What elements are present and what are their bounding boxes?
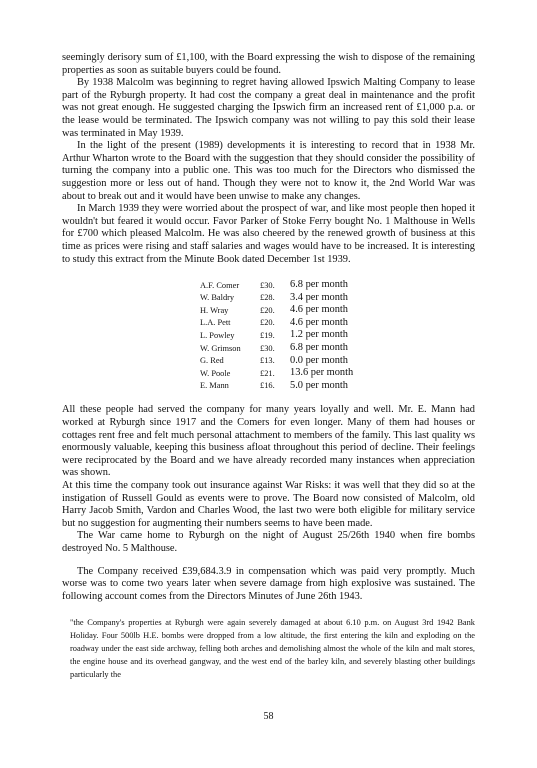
salary-period: 6.8 per month (290, 279, 349, 291)
paragraph-compensation: The Company received £39,684.3.9 in compensation which was paid very promptly. Much worse was to come two years later when severe damage from high explosive was sustained. The following account comes from the Directors Minutes of June 26th 1943. (62, 565, 475, 602)
salary-amount: £13. (260, 356, 275, 366)
salary-name: E. Mann (200, 381, 229, 391)
salary-name: L.A. Pett (200, 318, 231, 328)
salary-period: 3.4 per month (290, 291, 349, 303)
salary-amount: £21. (260, 368, 275, 378)
salary-period: 4.6 per month (290, 316, 349, 328)
salary-name: L. Powley (200, 330, 235, 340)
salary-row (200, 329, 353, 342)
salary-name: W. Baldry (200, 293, 235, 303)
paragraph-fire-bombs: The War came home to Ryburgh on the night of August 25/26th 1940 when fire bombs destroyed No. 5 Malthouse. (62, 530, 475, 554)
salary-period: 0.0 per month (290, 354, 349, 366)
page-number: 58 (263, 711, 274, 722)
salary-amount: £16. (260, 381, 275, 391)
salary-amount: £19. (260, 330, 275, 340)
salary-row (200, 279, 353, 292)
paragraph-loyal-service: All these people had served the company for many years loyally and well. Mr. E. Mann had worked at Ryburgh since 1917 and the Comers for even longer. Many of them had houses or cottages rent free and felt much personal attachment to members of the family. This last quality ws enormously valuable, keeping this business afloat throughout this period of decline. Their feelings were reciprocated by the Board and we have already recorded many instances when appreciation was shown. (62, 404, 475, 479)
salary-period: 6.8 per month (290, 342, 349, 354)
salary-row (200, 292, 353, 305)
salary-name: H. Wray (200, 305, 229, 315)
salary-amount: £28. (260, 293, 275, 303)
salary-period: 13.6 per month (290, 367, 354, 379)
salary-name: W. Poole (200, 368, 231, 378)
paragraph-public-company: In the light of the present (1989) developments it is interesting to record that in 1938 Mr. Arthur Wharton wrote to the Board with the suggestion that they should consider the possibility of turning the company into a public one. This was too much for the Directors who dismissed the suggestion more or less out of hand. Though they were not to know it, the 2nd World War was about to break out and it would have been unwise to make any changes. (62, 140, 475, 202)
salary-row (200, 342, 353, 355)
salary-amount: £30. (260, 280, 275, 290)
salary-period: 5.0 per month (290, 379, 349, 391)
salary-amount: £30. (260, 343, 275, 353)
paragraph-war-risks: At this time the company took out insurance against War Risks: it was well that they did so at the instigation of Russell Gould as events were to prove. The Board now consisted of Malcolm, old Harry Jacob Smith, Vardon and Charles Wood, the last two were both eligible for military service but no suggestion for augmenting their numbers seems to have been made. (62, 480, 475, 529)
salary-row (200, 304, 353, 317)
minutes-quote: "the Company's properties at Ryburgh were again severely damaged at about 6.10 p.m. on August 3rd 1942 Bank Holiday. Four 500lb H.E. bombs were dropped from a low altitude, the first entering the kiln and exploding on the roadway under the east side archway, felling both arches and demolishing almost the whole of the kiln and malt stores, the engine house and its overhead gangway, and the west end of the barley kiln, and severely blasting other buildings particularly the (70, 618, 475, 679)
salary-row (200, 380, 353, 393)
paragraph-march-1939: In March 1939 they were worried about the prospect of war, and like most people then hoped it wouldn't but feared it would occur. Favor Parker of Stoke Ferry bought No. 1 Malthouse in Wells for £700 which pleased Malcolm. He was also cheered by the renewed growth of business at this time as prices were rising and staff salaries and wages would have to be increased. It is interesting to study this extract from the Minute Book dated December 1st 1939. (62, 203, 475, 265)
salary-table (200, 279, 353, 392)
salary-name: W. Grimson (200, 343, 241, 353)
salary-row (200, 355, 353, 368)
salary-period: 4.6 per month (290, 304, 349, 316)
salary-name: G. Red (200, 356, 224, 366)
salary-name: A.F. Comer (200, 280, 240, 290)
salary-amount: £20. (260, 305, 275, 315)
salary-row (200, 317, 353, 330)
paragraph-ipswich-lease: By 1938 Malcolm was beginning to regret having allowed Ipswich Malting Company to lease part of the Ryburgh property. It had cost the company a great deal in maintenance and the profit was not great enough. He suggested charging the Ipswich firm an increased rent of £1,000 p.a. or the lease would be terminated. The Ipswich company was not willing to pay this sold their lease was terminated in May 1939. (62, 77, 475, 139)
salary-period: 1.2 per month (290, 329, 349, 341)
salary-amount: £20. (260, 318, 275, 328)
salary-row (200, 367, 353, 380)
paragraph-continuation: seemingly derisory sum of £1,100, with the Board expressing the wish to dispose of the remaining properties as soon as suitable buyers could be found. (62, 52, 475, 76)
